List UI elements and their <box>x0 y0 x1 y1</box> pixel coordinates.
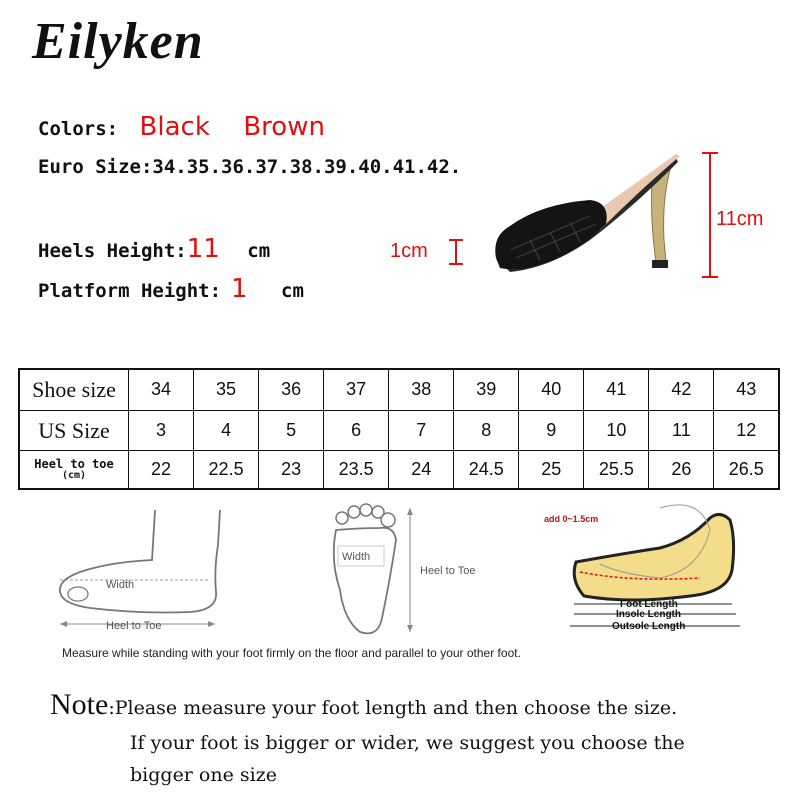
note-line-2: If your foot is bigger or wider, we suggest you choose the <box>130 732 685 754</box>
table-cell: 6 <box>324 410 389 451</box>
table-cell: 23 <box>259 451 324 489</box>
platform-dim-label: 1cm <box>390 240 428 262</box>
heels-height-label: Heels Height: <box>38 240 187 262</box>
table-cell: 11 <box>649 410 714 451</box>
table-cell: 12 <box>714 410 779 451</box>
table-cell: 41 <box>584 369 649 410</box>
note-text-1: :Please measure your foot length and then choose the size. <box>108 697 678 719</box>
heel-to-toe-label: Heel to toe <box>34 456 114 471</box>
table-cell: 26.5 <box>714 451 779 489</box>
table-cell: 42 <box>649 369 714 410</box>
measure-caption: Measure while standing with your foot firmly on the floor and parallel to your other foot. <box>62 646 521 660</box>
side-foot-diagram <box>50 500 230 640</box>
table-cell: 5 <box>259 410 324 451</box>
heel-dim-marker <box>702 153 718 277</box>
table-cell: 23.5 <box>324 451 389 489</box>
mule-shoe <box>495 154 680 272</box>
table-cell: 9 <box>519 410 584 451</box>
insole-length-label: Insole Length <box>616 609 681 620</box>
note-line-1 <box>50 688 677 725</box>
row-label-shoe-size: Shoe size <box>19 369 129 410</box>
brand-logo: Eilyken <box>32 13 204 70</box>
side-width-label: Width <box>106 579 135 591</box>
heels-height-unit: cm <box>247 240 271 262</box>
note-line-3: bigger one size <box>130 764 277 786</box>
foot-length-label: Foot Length <box>620 599 678 610</box>
size-chart-table <box>18 368 780 490</box>
table-row <box>19 410 779 451</box>
table-cell: 37 <box>324 369 389 410</box>
table-cell: 7 <box>389 410 454 451</box>
euro-size-row <box>38 156 461 178</box>
table-row <box>19 369 779 410</box>
heel-dim-label: 11cm <box>716 208 764 230</box>
color-black: Black <box>139 112 210 142</box>
top-foot-diagram <box>320 500 500 640</box>
table-cell: 4 <box>194 410 259 451</box>
table-cell: 25.5 <box>584 451 649 489</box>
table-cell: 35 <box>194 369 259 410</box>
table-cell: 3 <box>129 410 194 451</box>
table-cell: 36 <box>259 369 324 410</box>
add-allowance-label: add 0~1.5cm <box>544 514 599 524</box>
table-cell: 34 <box>129 369 194 410</box>
insole-diagram <box>540 500 760 645</box>
note-heading: Note <box>50 688 109 721</box>
table-cell: 22 <box>129 451 194 489</box>
outsole-length-label: Outsole Length <box>612 621 686 632</box>
colors-label: Colors: <box>38 118 119 140</box>
side-heel-to-toe-label: Heel to Toe <box>106 620 162 632</box>
table-cell: 10 <box>584 410 649 451</box>
row-label-us-size: US Size <box>19 410 129 451</box>
table-cell: 24.5 <box>454 451 519 489</box>
table-cell: 25 <box>519 451 584 489</box>
table-cell: 39 <box>454 369 519 410</box>
heels-height-row <box>38 234 270 264</box>
platform-height-unit: cm <box>281 280 304 302</box>
heels-height-value: 11 <box>186 234 220 264</box>
heel-to-toe-unit: (cm) <box>61 469 87 481</box>
platform-height-label: Platform Height: <box>38 280 222 302</box>
table-cell: 43 <box>714 369 779 410</box>
table-cell: 38 <box>389 369 454 410</box>
table-cell: 8 <box>454 410 519 451</box>
top-heel-to-toe-label: Heel to Toe <box>420 565 476 577</box>
top-width-label: Width <box>342 551 371 563</box>
table-cell: 40 <box>519 369 584 410</box>
platform-height-row <box>38 274 304 304</box>
colors-row <box>38 112 325 142</box>
table-cell: 24 <box>389 451 454 489</box>
color-brown: Brown <box>243 112 325 142</box>
euro-size-label: Euro Size: <box>38 156 153 178</box>
platform-dim-marker <box>449 240 463 264</box>
row-label-heel-to-toe <box>19 451 129 489</box>
shoe-illustration <box>440 140 730 290</box>
table-row <box>19 451 779 489</box>
table-cell: 22.5 <box>194 451 259 489</box>
euro-size-value: 34.35.36.37.38.39.40.41.42. <box>152 156 462 178</box>
platform-height-value: 1 <box>231 274 248 304</box>
table-cell: 26 <box>649 451 714 489</box>
